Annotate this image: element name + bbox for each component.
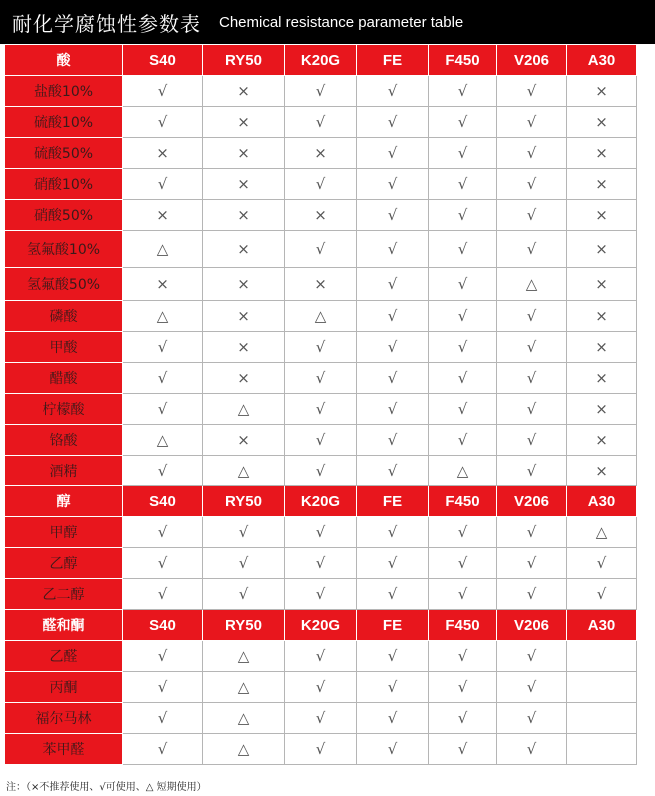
table-row: [5, 332, 637, 363]
resistance-mark: √: [429, 231, 497, 268]
resistance-mark: √: [285, 456, 357, 486]
resistance-mark: √: [497, 734, 567, 765]
resistance-mark: √: [123, 169, 203, 200]
resistance-mark: ×: [203, 268, 285, 301]
resistance-mark: √: [497, 548, 567, 579]
resistance-mark: √: [357, 363, 429, 394]
resistance-mark: √: [203, 517, 285, 548]
resistance-mark: √: [429, 363, 497, 394]
column-header: A30: [567, 45, 637, 76]
resistance-mark: √: [123, 107, 203, 138]
resistance-mark: ×: [567, 76, 637, 107]
column-header: F450: [429, 486, 497, 517]
column-header: FE: [357, 486, 429, 517]
table-row: [5, 517, 637, 548]
resistance-mark: √: [357, 332, 429, 363]
resistance-mark: √: [429, 76, 497, 107]
chemical-name: 酒精: [5, 456, 123, 486]
resistance-mark: √: [285, 579, 357, 610]
resistance-mark: √: [429, 672, 497, 703]
resistance-mark: ×: [203, 332, 285, 363]
column-header: V206: [497, 486, 567, 517]
table-row: [5, 301, 637, 332]
table-row: [5, 672, 637, 703]
resistance-mark: √: [497, 703, 567, 734]
resistance-mark: √: [357, 231, 429, 268]
chemical-name: 硫酸50%: [5, 138, 123, 169]
resistance-mark: √: [429, 107, 497, 138]
column-header: V206: [497, 45, 567, 76]
resistance-mark: √: [123, 456, 203, 486]
resistance-mark: √: [285, 703, 357, 734]
column-header: FE: [357, 610, 429, 641]
resistance-mark: √: [123, 579, 203, 610]
resistance-mark: √: [123, 363, 203, 394]
column-header: K20G: [285, 486, 357, 517]
resistance-mark: √: [429, 703, 497, 734]
resistance-mark: [567, 641, 637, 672]
resistance-mark: △: [203, 456, 285, 486]
resistance-mark: √: [357, 301, 429, 332]
chemical-name: 铬酸: [5, 425, 123, 456]
resistance-mark: √: [285, 425, 357, 456]
table-row: [5, 268, 637, 301]
chemical-name: 硫酸10%: [5, 107, 123, 138]
resistance-mark: √: [357, 672, 429, 703]
resistance-mark: √: [497, 301, 567, 332]
chemical-name: 乙醛: [5, 641, 123, 672]
table-row: [5, 169, 637, 200]
table-row: [5, 231, 637, 268]
resistance-mark: ×: [285, 268, 357, 301]
chemical-name: 乙醇: [5, 548, 123, 579]
resistance-mark: △: [203, 394, 285, 425]
resistance-mark: √: [497, 456, 567, 486]
section-header-row: [5, 45, 637, 76]
resistance-mark: [567, 672, 637, 703]
resistance-mark: √: [357, 268, 429, 301]
legend-note: 注：（×不推荐使用、√可使用、△ 短期使用）: [6, 782, 207, 793]
resistance-mark: √: [123, 332, 203, 363]
resistance-mark: √: [357, 703, 429, 734]
resistance-mark: △: [285, 301, 357, 332]
column-header: FE: [357, 45, 429, 76]
resistance-mark: √: [429, 394, 497, 425]
column-header: RY50: [203, 486, 285, 517]
resistance-mark: √: [357, 107, 429, 138]
resistance-mark: ×: [203, 76, 285, 107]
column-header: V206: [497, 610, 567, 641]
resistance-mark: √: [357, 641, 429, 672]
column-header: S40: [123, 486, 203, 517]
resistance-mark: ×: [203, 363, 285, 394]
resistance-mark: ×: [203, 138, 285, 169]
column-header: F450: [429, 610, 497, 641]
resistance-mark: √: [123, 517, 203, 548]
resistance-mark: √: [203, 548, 285, 579]
resistance-mark: √: [497, 107, 567, 138]
section-header-row: [5, 486, 637, 517]
resistance-mark: √: [357, 734, 429, 765]
chemical-name: 硝酸50%: [5, 200, 123, 231]
resistance-mark: √: [357, 76, 429, 107]
chemical-name: 氢氟酸10%: [5, 231, 123, 268]
resistance-mark: ×: [123, 268, 203, 301]
resistance-mark: ×: [567, 268, 637, 301]
resistance-mark: √: [567, 579, 637, 610]
table-row: [5, 579, 637, 610]
resistance-mark: √: [285, 672, 357, 703]
resistance-mark: √: [429, 301, 497, 332]
resistance-mark: √: [285, 517, 357, 548]
resistance-mark: △: [123, 425, 203, 456]
column-header: K20G: [285, 45, 357, 76]
resistance-mark: √: [497, 138, 567, 169]
resistance-mark: √: [357, 138, 429, 169]
resistance-mark: [567, 734, 637, 765]
resistance-mark: √: [285, 363, 357, 394]
column-header: RY50: [203, 45, 285, 76]
chemical-name: 柠檬酸: [5, 394, 123, 425]
resistance-mark: √: [429, 332, 497, 363]
resistance-mark: ×: [567, 456, 637, 486]
resistance-mark: √: [567, 548, 637, 579]
resistance-mark: √: [429, 734, 497, 765]
resistance-mark: ×: [203, 107, 285, 138]
column-header: A30: [567, 486, 637, 517]
resistance-mark: √: [497, 517, 567, 548]
resistance-mark: √: [497, 231, 567, 268]
resistance-mark: △: [123, 231, 203, 268]
title-english: Chemical resistance parameter table: [219, 13, 464, 31]
table-row: [5, 363, 637, 394]
table-row: [5, 425, 637, 456]
column-header: K20G: [285, 610, 357, 641]
resistance-mark: √: [123, 641, 203, 672]
resistance-mark: √: [357, 169, 429, 200]
resistance-mark: △: [203, 703, 285, 734]
resistance-mark: √: [429, 548, 497, 579]
resistance-mark: √: [285, 76, 357, 107]
resistance-mark: √: [285, 394, 357, 425]
category-label: 醇: [5, 486, 123, 517]
resistance-mark: △: [203, 672, 285, 703]
resistance-mark: √: [123, 548, 203, 579]
table-row: [5, 138, 637, 169]
resistance-mark: √: [357, 579, 429, 610]
resistance-mark: ×: [203, 169, 285, 200]
resistance-mark: ×: [203, 231, 285, 268]
chemical-name: 硝酸10%: [5, 169, 123, 200]
resistance-mark: √: [497, 672, 567, 703]
resistance-mark: √: [357, 456, 429, 486]
resistance-mark: △: [123, 301, 203, 332]
resistance-mark: √: [123, 672, 203, 703]
table-row: [5, 734, 637, 765]
resistance-mark: √: [123, 394, 203, 425]
title-chinese: 耐化学腐蚀性参数表: [12, 11, 201, 36]
resistance-mark: ×: [567, 231, 637, 268]
resistance-mark: √: [429, 169, 497, 200]
chemical-name: 丙酮: [5, 672, 123, 703]
column-header: F450: [429, 45, 497, 76]
column-header: RY50: [203, 610, 285, 641]
table-row: [5, 703, 637, 734]
resistance-mark: ×: [567, 363, 637, 394]
resistance-mark: √: [357, 517, 429, 548]
resistance-mark: √: [429, 268, 497, 301]
table-row: [5, 394, 637, 425]
resistance-mark: √: [429, 579, 497, 610]
category-label: 酸: [5, 45, 123, 76]
resistance-mark: ×: [203, 301, 285, 332]
resistance-mark: √: [497, 76, 567, 107]
resistance-mark: √: [123, 703, 203, 734]
resistance-mark: ×: [203, 425, 285, 456]
column-header: A30: [567, 610, 637, 641]
chemical-name: 醋酸: [5, 363, 123, 394]
table-row: [5, 548, 637, 579]
resistance-mark: √: [497, 200, 567, 231]
resistance-mark: ×: [285, 138, 357, 169]
resistance-mark: √: [429, 200, 497, 231]
resistance-mark: √: [203, 579, 285, 610]
resistance-mark: ×: [567, 425, 637, 456]
column-header: S40: [123, 610, 203, 641]
resistance-mark: △: [429, 456, 497, 486]
table-row: [5, 76, 637, 107]
resistance-mark: √: [429, 425, 497, 456]
resistance-mark: √: [285, 169, 357, 200]
chemical-name: 甲醇: [5, 517, 123, 548]
resistance-mark: ×: [567, 107, 637, 138]
chemical-name: 氢氟酸50%: [5, 268, 123, 301]
resistance-mark: ×: [567, 169, 637, 200]
table-row: [5, 200, 637, 231]
resistance-mark: △: [203, 734, 285, 765]
chemical-name: 甲酸: [5, 332, 123, 363]
resistance-mark: √: [497, 363, 567, 394]
resistance-mark: √: [357, 548, 429, 579]
resistance-mark: △: [203, 641, 285, 672]
resistance-mark: √: [497, 332, 567, 363]
chemical-name: 乙二醇: [5, 579, 123, 610]
resistance-mark: √: [357, 394, 429, 425]
resistance-mark: √: [357, 200, 429, 231]
resistance-mark: √: [285, 734, 357, 765]
resistance-mark: ×: [123, 200, 203, 231]
title-bar: [0, 0, 655, 44]
resistance-mark: ×: [567, 200, 637, 231]
resistance-mark: [567, 703, 637, 734]
resistance-mark: √: [497, 169, 567, 200]
chemical-name: 苯甲醛: [5, 734, 123, 765]
chemical-name: 福尔马林: [5, 703, 123, 734]
column-header: S40: [123, 45, 203, 76]
resistance-mark: ×: [567, 138, 637, 169]
resistance-mark: √: [497, 394, 567, 425]
resistance-mark: △: [497, 268, 567, 301]
resistance-mark: ×: [567, 301, 637, 332]
resistance-mark: ×: [567, 394, 637, 425]
table-row: [5, 456, 637, 486]
resistance-mark: √: [285, 641, 357, 672]
resistance-mark: √: [285, 548, 357, 579]
section-header-row: [5, 610, 637, 641]
resistance-mark: √: [429, 641, 497, 672]
resistance-mark: √: [429, 138, 497, 169]
resistance-mark: √: [497, 425, 567, 456]
resistance-mark: ×: [285, 200, 357, 231]
resistance-mark: √: [123, 734, 203, 765]
resistance-mark: √: [497, 579, 567, 610]
resistance-mark: √: [123, 76, 203, 107]
chemical-name: 盐酸10%: [5, 76, 123, 107]
resistance-mark: √: [429, 517, 497, 548]
table-row: [5, 107, 637, 138]
chemical-resistance-table: [4, 44, 637, 765]
resistance-mark: √: [285, 107, 357, 138]
category-label: 醛和酮: [5, 610, 123, 641]
resistance-mark: √: [497, 641, 567, 672]
resistance-mark: ×: [123, 138, 203, 169]
resistance-mark: √: [285, 332, 357, 363]
table-row: [5, 641, 637, 672]
resistance-mark: ×: [567, 332, 637, 363]
resistance-mark: △: [567, 517, 637, 548]
resistance-mark: √: [285, 231, 357, 268]
resistance-mark: ×: [203, 200, 285, 231]
chemical-name: 磷酸: [5, 301, 123, 332]
resistance-mark: √: [357, 425, 429, 456]
